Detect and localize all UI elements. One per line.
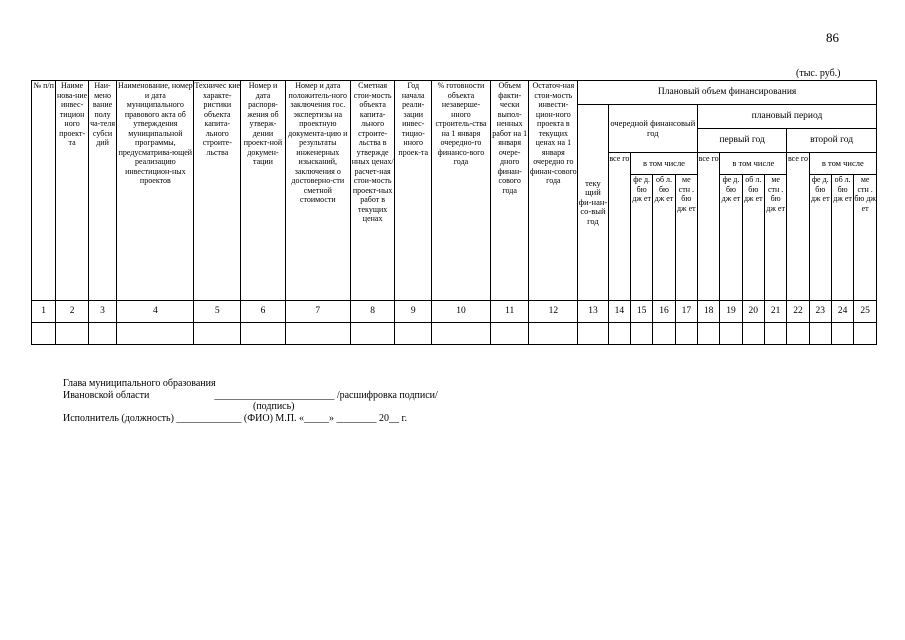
header-col-4: Наименование, номер и дата муниципального правового акта об утверждения муниципальной программы, предусматрива-ющей реализацию инвестицион-ных проектов [117,81,194,301]
column-number: 17 [675,301,697,323]
header-plan-period: плановый период [697,105,876,129]
column-number: 18 [697,301,719,323]
units-label: (тыс. руб.) [796,68,841,79]
column-number: 25 [854,301,877,323]
table-cell [241,323,286,345]
table-cell [117,323,194,345]
executor-line: Исполнитель (должность) _____________ (ФИО) М.П. «_____» ________ 20__ г. [63,412,408,424]
column-number: 10 [432,301,491,323]
header-col-3: Наи-мено вание полу ча-теля субси дий [88,81,116,301]
table-cell [88,323,116,345]
column-number: 6 [241,301,286,323]
header-reg-next: об л. бю дж ет [653,175,675,301]
header-fed-second: фе д. бю дж ет [809,175,831,301]
column-number: 19 [720,301,742,323]
header-incl-first: в том числе [720,153,787,175]
column-number: 8 [350,301,395,323]
column-number: 16 [653,301,675,323]
table-cell [697,323,719,345]
column-numbers-row [32,301,877,323]
header-second-year: второй год [787,129,877,153]
column-number: 11 [490,301,529,323]
header-col-12: Остаточ-ная стои-мость инвести-цион-ного проекта в текущих ценах на 1 января очередно го финан-сового года [529,81,578,301]
header-col-9: Год начала реали-зации инвес-тицио-нного проек-та [395,81,432,301]
column-number: 13 [578,301,608,323]
column-number: 9 [395,301,432,323]
header-col-10: % готовности объекта незаверше-нного строитель-ства на 1 января очередно-го финансо-вого года [432,81,491,301]
column-number: 1 [32,301,56,323]
table-cell [529,323,578,345]
signature-line: Ивановской области ________________________ /расшифровка подписи/ [63,389,438,401]
table-cell [831,323,853,345]
column-number: 12 [529,301,578,323]
table-cell [490,323,529,345]
header-total-second: все го [787,153,809,301]
table-cell [764,323,786,345]
header-col-7: Номер и дата положитель-ного заключения гос. экспертизы на проектную документа-цию и результаты инженерных изысканий, заключения о достоверно-сти сметной стоимости [285,81,350,301]
header-loc-next: ме стн . бю дж ет [675,175,697,301]
signature-block [63,378,438,424]
table-cell [32,323,56,345]
header-loc-second: ме стн . бю дж ет [854,175,877,301]
header-planned-financing: Плановый объем финансирования [578,81,877,105]
column-number: 4 [117,301,194,323]
header-current-year: теку щий фи-нан-со-вый год [578,105,608,301]
column-number: 14 [608,301,630,323]
header-reg-first: об л. бю дж ет [742,175,764,301]
header-fed-next: фе д. бю дж ет [631,175,653,301]
table-cell [608,323,630,345]
column-number: 23 [809,301,831,323]
signature-caption: (подпись) [63,401,295,412]
header-col-5: Техничес кие характе-ристики объекта капита-льного строите-льства [194,81,241,301]
table-cell [720,323,742,345]
column-number: 7 [285,301,350,323]
header-total-first: все го [697,153,719,301]
table-cell [809,323,831,345]
table-cell [742,323,764,345]
table-cell [194,323,241,345]
header-incl-next: в том числе [631,153,698,175]
table-cell [578,323,608,345]
header-reg-second: об л. бю дж ет [831,175,853,301]
header-next-year: очередной финансовый год [608,105,697,153]
column-number: 2 [56,301,88,323]
column-number: 21 [764,301,786,323]
page-number: 86 [826,30,839,45]
header-total-next: все го [608,153,630,301]
header-col-2: Наиме нова-ние инвес-тицион ного проект-та [56,81,88,301]
header-col-11: Объем факти-чески выпол-ненных работ на 1 января очере-дного финан-сового года [490,81,529,301]
signatory-title: Глава муниципального образования [63,378,216,389]
header-col-1: № п/п [32,81,56,301]
header-col-6: Номер и дата распоря-жения об утверж-дении проект-ной докумен-тации [241,81,286,301]
table-cell [350,323,395,345]
header-loc-first: ме стн . бю дж ет [764,175,786,301]
column-number: 5 [194,301,241,323]
table-cell [631,323,653,345]
investment-projects-table [31,80,877,345]
header-first-year: первый год [697,129,786,153]
table-cell [854,323,877,345]
column-number: 3 [88,301,116,323]
table-cell [285,323,350,345]
table-cell [432,323,491,345]
header-fed-first: фе д. бю дж ет [720,175,742,301]
table-cell [56,323,88,345]
table-cell [395,323,432,345]
empty-data-row [32,323,877,345]
column-number: 20 [742,301,764,323]
column-number: 22 [787,301,809,323]
header-incl-second: в том числе [809,153,876,175]
table-cell [653,323,675,345]
table-cell [675,323,697,345]
table-cell [787,323,809,345]
column-number: 15 [631,301,653,323]
column-number: 24 [831,301,853,323]
header-col-8: Сметная стои-мость объекта капита-льного строите-льства в утвержде нных ценах/ расчет-ная стои-мость проект-ных работ в текущих ценах [350,81,395,301]
